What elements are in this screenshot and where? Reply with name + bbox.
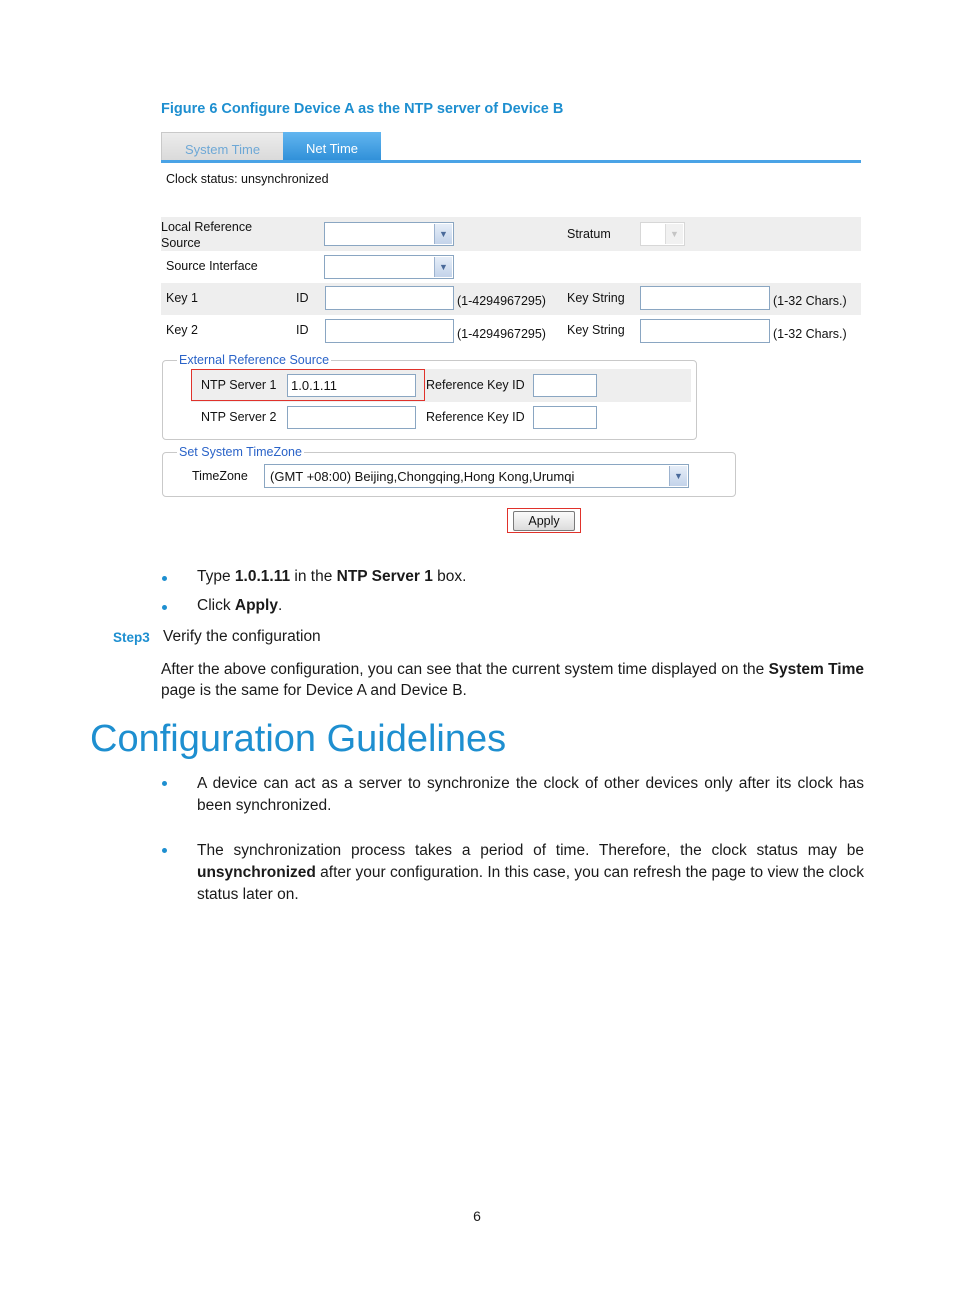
timezone-label: TimeZone xyxy=(192,469,248,483)
local-reference-label: Local Reference Source xyxy=(161,220,253,250)
chevron-down-icon: ▼ xyxy=(434,224,452,244)
timezone-legend: Set System TimeZone xyxy=(179,445,302,459)
guideline-item-2 xyxy=(197,840,864,906)
ntp-server2-refkey-label: Reference Key ID xyxy=(426,410,525,424)
guideline-text: The synchronization process takes a period of time. Therefore, the clock status may be xyxy=(197,842,864,859)
step-text: Type xyxy=(197,568,235,585)
key1-id-label: ID xyxy=(296,291,309,305)
step-text: Click xyxy=(197,597,235,614)
ntp-server1-label: NTP Server 1 xyxy=(201,378,277,392)
key2-id-range: (1-4294967295) xyxy=(457,327,546,341)
key2-label: Key 2 xyxy=(166,323,198,337)
para-bold: System Time xyxy=(768,661,864,678)
ntp-config-figure xyxy=(161,130,861,540)
guideline-bold: unsynchronized xyxy=(197,864,316,881)
ntp-server2-input[interactable] xyxy=(287,406,416,429)
step3-text: Verify the configuration xyxy=(163,628,321,645)
key2-id-input[interactable] xyxy=(325,319,454,343)
section-heading: Configuration Guidelines xyxy=(90,718,507,760)
bullet-icon xyxy=(162,605,167,610)
key2-string-range: (1-32 Chars.) xyxy=(773,327,847,341)
stratum-label: Stratum xyxy=(567,227,611,241)
step-text: in the xyxy=(290,568,337,585)
key1-id-input[interactable] xyxy=(325,286,454,310)
timezone-value: (GMT +08:00) Beijing,Chongqing,Hong Kong,Urumqi xyxy=(270,469,575,484)
step-bold-button: Apply xyxy=(234,597,278,614)
key1-string-label: Key String xyxy=(567,291,625,305)
ntp-server1-input[interactable]: 1.0.1.11 xyxy=(287,374,416,397)
guideline-item-1: A device can act as a server to synchronize the clock of other devices only after its clock has been synchronized. xyxy=(197,775,864,814)
tab-net-time[interactable]: Net Time xyxy=(283,132,381,161)
key2-id-label: ID xyxy=(296,323,309,337)
tab-underline xyxy=(161,160,861,163)
bullet-icon xyxy=(162,576,167,581)
key1-label: Key 1 xyxy=(166,291,198,305)
ntp-server1-refkey-input[interactable] xyxy=(533,374,597,397)
ntp-server2-refkey-input[interactable] xyxy=(533,406,597,429)
source-interface-label: Source Interface xyxy=(166,259,258,273)
tab-bar xyxy=(161,130,861,163)
step3-label: Step3 xyxy=(113,630,150,645)
key1-id-range: (1-4294967295) xyxy=(457,294,546,308)
step-bullet-type xyxy=(197,568,466,586)
clock-status: Clock status: unsynchronized xyxy=(166,172,329,186)
step-bullet-click xyxy=(197,597,282,615)
tab-system-time[interactable]: System Time xyxy=(161,132,284,162)
local-reference-select[interactable] xyxy=(324,222,454,246)
key1-string-input[interactable] xyxy=(640,286,770,310)
chevron-down-icon: ▼ xyxy=(665,224,683,244)
page-number: 6 xyxy=(473,1208,481,1224)
para-text: page is the same for Device A and Device B. xyxy=(161,682,467,699)
bullet-icon xyxy=(162,781,167,786)
chevron-down-icon: ▼ xyxy=(434,257,452,277)
bullet-icon xyxy=(162,848,167,853)
external-reference-legend: External Reference Source xyxy=(179,353,330,367)
key2-string-label: Key String xyxy=(567,323,625,337)
timezone-select[interactable] xyxy=(264,464,689,488)
ntp-server1-refkey-label: Reference Key ID xyxy=(426,378,525,392)
key2-string-input[interactable] xyxy=(640,319,770,343)
step3-paragraph xyxy=(161,659,864,701)
step-text: box. xyxy=(432,568,467,585)
chevron-down-icon: ▼ xyxy=(669,466,687,486)
stratum-select[interactable] xyxy=(640,222,685,246)
source-interface-select[interactable] xyxy=(324,255,454,279)
para-text: After the above configuration, you can see that the current system time displayed on the xyxy=(161,661,769,678)
ntp-server2-label: NTP Server 2 xyxy=(201,410,277,424)
step-text: . xyxy=(277,597,283,614)
guideline-text: after your configuration. In this case, you can refresh the page to view the clock status later on. xyxy=(197,864,864,903)
step-bold-field: NTP Server 1 xyxy=(336,568,433,585)
step-bold-value: 1.0.1.11 xyxy=(234,568,291,585)
apply-button[interactable]: Apply xyxy=(513,511,575,531)
key1-string-range: (1-32 Chars.) xyxy=(773,294,847,308)
figure-caption: Figure 6 Configure Device A as the NTP server of Device B xyxy=(161,101,564,117)
